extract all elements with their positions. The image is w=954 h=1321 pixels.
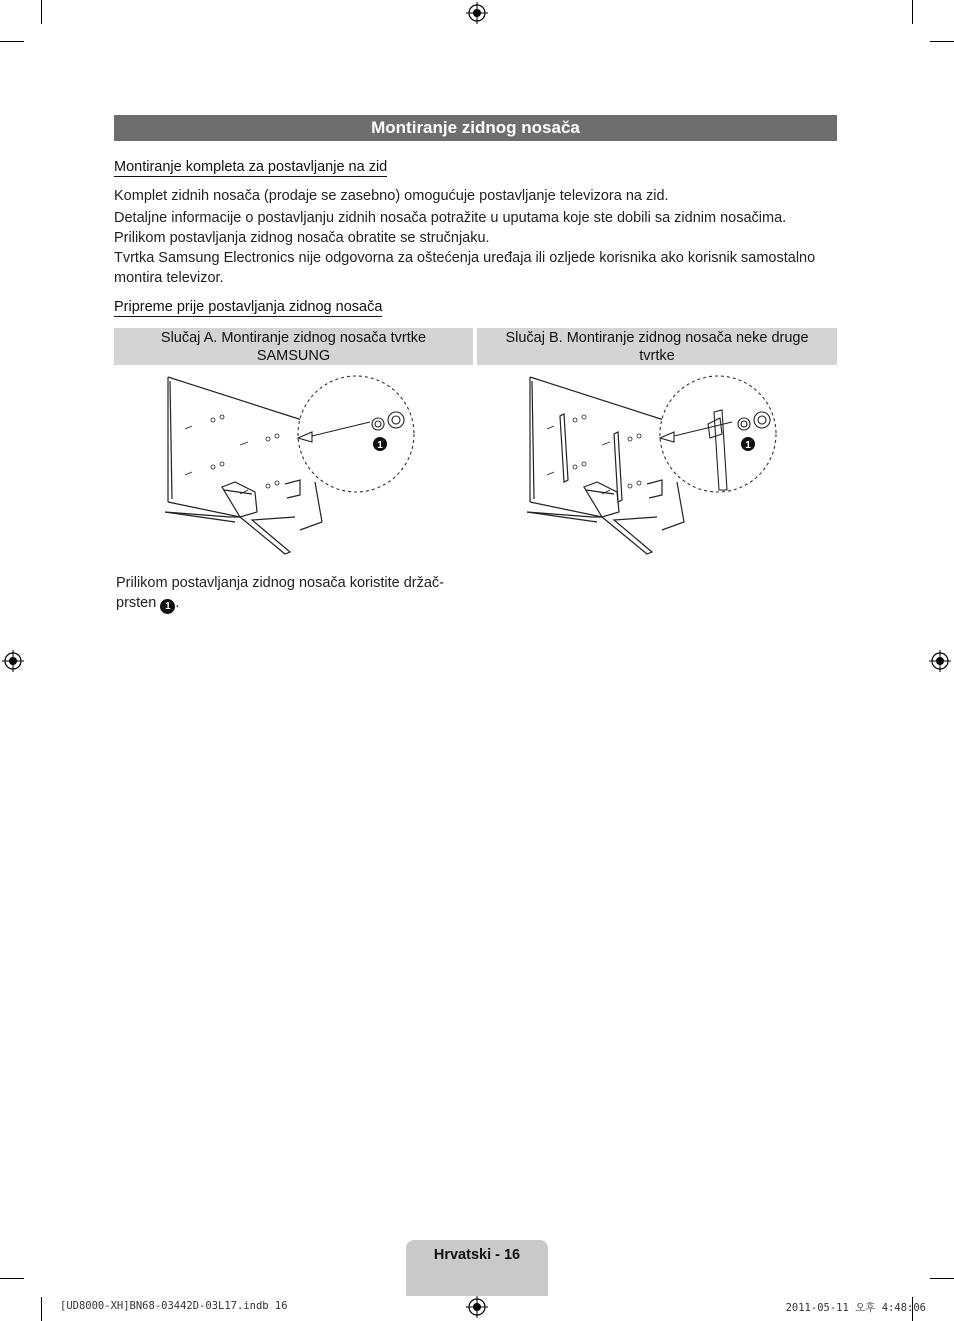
- case-b-header: [477, 328, 837, 365]
- crop-mark: [0, 41, 24, 42]
- registration-mark-icon: [2, 650, 24, 672]
- case-b-label: Slučaj B. Montiranje zidnog nosača neke druge tvrtke: [505, 329, 809, 364]
- print-slug-file: [UD8000-XH]BN68-03442D-03L17.indb 16: [60, 1300, 288, 1312]
- paragraph: Komplet zidnih nosača (prodaje se zasebno) omogućuje postavljanje televizora na zid.: [114, 188, 669, 204]
- note-period: .: [175, 595, 180, 611]
- crop-mark: [912, 0, 913, 24]
- section-heading-preparation: Pripreme prije postavljanja zidnog nosača: [114, 299, 383, 315]
- section-heading-mounting-kit: Montiranje kompleta za postavljanje na zid: [114, 159, 388, 175]
- crop-mark: [41, 0, 42, 24]
- crop-mark: [0, 1278, 24, 1279]
- print-slug-date: 2011-05-11 오후 4:48:06: [785, 1302, 926, 1314]
- case-a-header: [114, 328, 473, 365]
- tv-back-illustration-other-brand: [522, 372, 787, 557]
- note-text: [116, 573, 456, 614]
- page-number: Hrvatski - 16: [433, 1247, 521, 1263]
- crop-mark: [41, 1297, 42, 1321]
- paragraph: Detaljne informacije o postavljanju zidnih nosača potražite u uputama koje ste dobili sa zidnim nosačima. Prilikom postavljanja zidnog nosača obratite se stručnjaku.: [114, 210, 787, 246]
- callout-number: 1: [745, 440, 751, 451]
- crop-mark: [930, 41, 954, 42]
- page-title: Montiranje zidnog nosača: [114, 115, 837, 141]
- paragraph: Tvrtka Samsung Electronics nije odgovorna za oštećenja uređaja ili ozljede korisnika ako korisnik samostalno montira televizor.: [114, 250, 816, 286]
- registration-mark-icon: [929, 650, 951, 672]
- callout-number-badge: 1: [160, 599, 175, 614]
- case-a-label: Slučaj A. Montiranje zidnog nosača tvrtke SAMSUNG: [160, 329, 427, 364]
- note-body: Prilikom postavljanja zidnog nosača koristite držač-prsten: [116, 575, 445, 611]
- page-number-tab: [406, 1240, 548, 1296]
- registration-mark-icon: [466, 1296, 488, 1318]
- crop-mark: [930, 1278, 954, 1279]
- tv-back-illustration-samsung: [160, 372, 425, 557]
- callout-number: 1: [377, 440, 383, 451]
- registration-mark-icon: [466, 2, 488, 24]
